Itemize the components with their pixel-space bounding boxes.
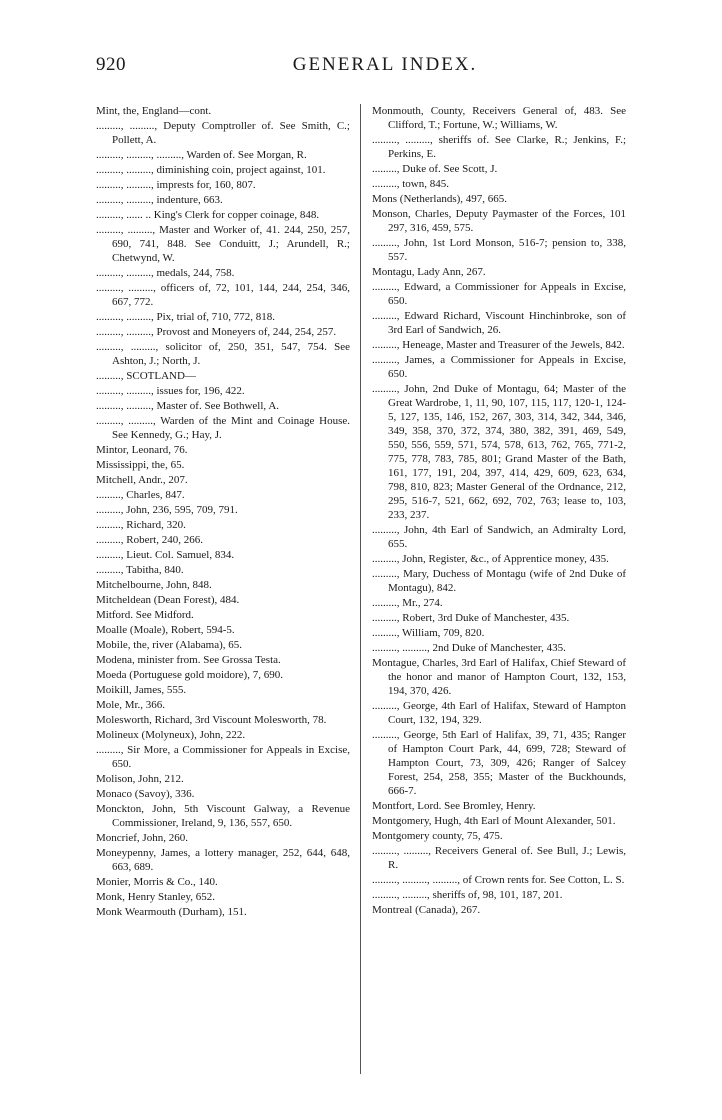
index-entry: ........., Charles, 847. (96, 489, 185, 501)
index-entry: ........., George, 5th Earl of Halifax, 39, 71, 435; Ranger of Hampton Court Park, 44, 699, 728; Steward of Hampton Court, 73, 309, 426; Ranger of Salcey Forest, 254, 258, 355; Master of the Buckhounds, 666-7. (372, 729, 626, 797)
index-entry: Mississippi, the, 65. (96, 459, 185, 471)
index-entry: ........., ........., Receivers General of. See Bull, J.; Lewis, R. (372, 845, 626, 871)
index-entry: ........., ........., diminishing coin, project against, 101. (96, 164, 326, 176)
index-entry: Monk Wearmouth (Durham), 151. (96, 906, 247, 918)
index-entry: Moalle (Moale), Robert, 594-5. (96, 624, 235, 636)
running-head: GENERAL INDEX. (292, 54, 478, 75)
index-entry: ........., Heneage, Master and Treasurer of the Jewels, 842. (372, 339, 625, 351)
index-entry: ........., ........., 2nd Duke of Manchester, 435. (372, 642, 566, 654)
index-entry: ........., James, a Commissioner for Appeals in Excise, 650. (372, 354, 626, 380)
index-entry: Monk, Henry Stanley, 652. (96, 891, 216, 903)
index-entry: ........., ........., Warden of the Mint and Coinage House. See Kennedy, G.; Hay, J. (96, 415, 350, 441)
index-entry: ........., ........., sheriffs of. See Clarke, R.; Jenkins, F.; Perkins, E. (372, 134, 626, 160)
index-entry: ........., Tabitha, 840. (96, 564, 184, 576)
page-number: 920 (96, 54, 126, 75)
index-entry: ........., George, 4th Earl of Halifax, Steward of Hampton Court, 132, 194, 329. (372, 700, 626, 726)
index-entry: Mobile, the, river (Alabama), 65. (96, 639, 243, 651)
index-entry: ........., ........., medals, 244, 758. (96, 267, 235, 279)
index-entry: ........., John, 236, 595, 709, 791. (96, 504, 238, 516)
index-entry: Monson, Charles, Deputy Paymaster of the Forces, 101 297, 316, 459, 575. (372, 208, 626, 234)
index-entry: Molison, John, 212. (96, 773, 184, 785)
index-entry: ........., Mary, Duchess of Montagu (wife of 2nd Duke of Montagu), 842. (372, 568, 626, 594)
index-entry: ........., town, 845. (372, 178, 449, 190)
column-divider (360, 104, 361, 1074)
index-entry: ........., ........., Master of. See Bothwell, A. (96, 400, 280, 412)
index-entry: ........., Richard, 320. (96, 519, 186, 531)
right-column (372, 104, 626, 918)
index-entry: ........., ........., ........., Warden of. See Morgan, R. (96, 149, 307, 161)
index-entry: Mons (Netherlands), 497, 665. (372, 193, 508, 205)
index-entry: ........., ........., sheriffs of, 98, 101, 187, 201. (372, 889, 563, 901)
index-entry: ........., Edward, a Commissioner for Appeals in Excise, 650. (372, 281, 626, 307)
index-entry: Mole, Mr., 366. (96, 699, 166, 711)
index-entry: ........., John, Register, &c., of Apprentice money, 435. (372, 553, 609, 565)
left-column (96, 104, 350, 920)
index-entry: ........., ........., issues for, 196, 422. (96, 385, 245, 397)
index-entry: Moeda (Portuguese gold moidore), 7, 690. (96, 669, 283, 681)
index-entry: ........., ........., Provost and Moneyers of, 244, 254, 257. (96, 326, 337, 338)
index-entry: ........., ........., Master and Worker of, 41. 244, 250, 257, 690, 741, 848. See Conduitt, J.; Arundell, R.; Chetwynd, W. (96, 224, 350, 264)
index-entry: ........., Mr., 274. (372, 597, 443, 609)
index-entry: ........., John, 1st Lord Monson, 516-7; pension to, 338, 557. (372, 237, 626, 263)
index-entry: ........., ........., indenture, 663. (96, 194, 223, 206)
page-header (96, 54, 674, 82)
index-entry: ........., ........., Deputy Comptroller of. See Smith, C.; Pollett, A. (96, 120, 350, 146)
index-entry: Mitford. See Midford. (96, 609, 194, 621)
index-entry: ........., ........., solicitor of, 250, 351, 547, 754. See Ashton, J.; North, J. (96, 341, 350, 367)
index-entry: Montagu, Lady Ann, 267. (372, 266, 486, 278)
index-entry: Mint, the, England—cont. (96, 105, 212, 117)
index-entry: Mintor, Leonard, 76. (96, 444, 188, 456)
index-entry: ........., SCOTLAND— (96, 370, 196, 382)
index-entry: Moneypenny, James, a lottery manager, 252, 644, 648, 663, 689. (96, 847, 350, 873)
index-entry: ........., Duke of. See Scott, J. (372, 163, 498, 175)
index-entry: ........., ........., imprests for, 160, 807. (96, 179, 256, 191)
index-entry: ........., Sir More, a Commissioner for Appeals in Excise, 650. (96, 744, 350, 770)
index-entry: ........., ...... .. King's Clerk for copper coinage, 848. (96, 209, 320, 221)
index-entry: ........., John, 4th Earl of Sandwich, an Admiralty Lord, 655. (372, 524, 626, 550)
index-entry: ........., ........., Pix, trial of, 710, 772, 818. (96, 311, 276, 323)
index-entry: ........., Robert, 3rd Duke of Manchester, 435. (372, 612, 570, 624)
index-entry: ........., John, 2nd Duke of Montagu, 64; Master of the Great Wardrobe, 1, 11, 90, 107, 115, 117, 120-1, 124-5, 127, 135, 146, 152, 267, 303, 314, 342, 344, 346, 349, 358, 370, 372, 374, 380, 382, 391, 469, 549, 550, 556, 559, 571, 574, 578, 613, 762, 765, 771-2, 775, 778, 783, 785, 801; Grand Master of the Bath, 161, 177, 191, 204, 397, 414, 429, 609, 623, 634, 798, 810, 823; Master General of the Ordnance, 212, 295, 516-7, 521, 662, 692, 702, 763; lease to, 103, 233, 237. (372, 383, 626, 521)
index-entry: Montgomery, Hugh, 4th Earl of Mount Alexander, 501. (372, 815, 616, 827)
index-entry: ........., ........., officers of, 72, 101, 144, 244, 254, 346, 667, 772. (96, 282, 350, 308)
index-columns (96, 104, 672, 1104)
index-entry: Mitchell, Andr., 207. (96, 474, 188, 486)
index-entry: Monckton, John, 5th Viscount Galway, a Revenue Commissioner, Ireland, 9, 136, 557, 650. (96, 803, 350, 829)
index-entry: Molineux (Molyneux), John, 222. (96, 729, 246, 741)
index-entry: Montreal (Canada), 267. (372, 904, 481, 916)
index-entry: Monier, Morris & Co., 140. (96, 876, 218, 888)
index-entry: ........., William, 709, 820. (372, 627, 485, 639)
index-entry: Moikill, James, 555. (96, 684, 187, 696)
index-entry: ........., Lieut. Col. Samuel, 834. (96, 549, 235, 561)
index-entry: Montague, Charles, 3rd Earl of Halifax, Chief Steward of the honor and manor of Hampton Court, 132, 153, 194, 370, 426. (372, 657, 626, 697)
index-entry: Montgomery county, 75, 475. (372, 830, 503, 842)
index-entry: ........., Robert, 240, 266. (96, 534, 203, 546)
index-entry: ........., Edward Richard, Viscount Hinchinbroke, son of 3rd Earl of Sandwich, 26. (372, 310, 626, 336)
index-entry: Mitcheldean (Dean Forest), 484. (96, 594, 240, 606)
index-entry: Modena, minister from. See Grossa Testa. (96, 654, 281, 666)
index-entry: Monmouth, County, Receivers General of, 483. See Clifford, T.; Fortune, W.; Williams, W. (372, 105, 626, 131)
index-entry: ........., ........., ........., of Crown rents for. See Cotton, L. S. (372, 874, 625, 886)
index-entry: Montfort, Lord. See Bromley, Henry. (372, 800, 536, 812)
index-entry: Monaco (Savoy), 336. (96, 788, 195, 800)
index-entry: Mitchelbourne, John, 848. (96, 579, 212, 591)
index-entry: Moncrief, John, 260. (96, 832, 188, 844)
index-entry: Molesworth, Richard, 3rd Viscount Molesworth, 78. (96, 714, 327, 726)
